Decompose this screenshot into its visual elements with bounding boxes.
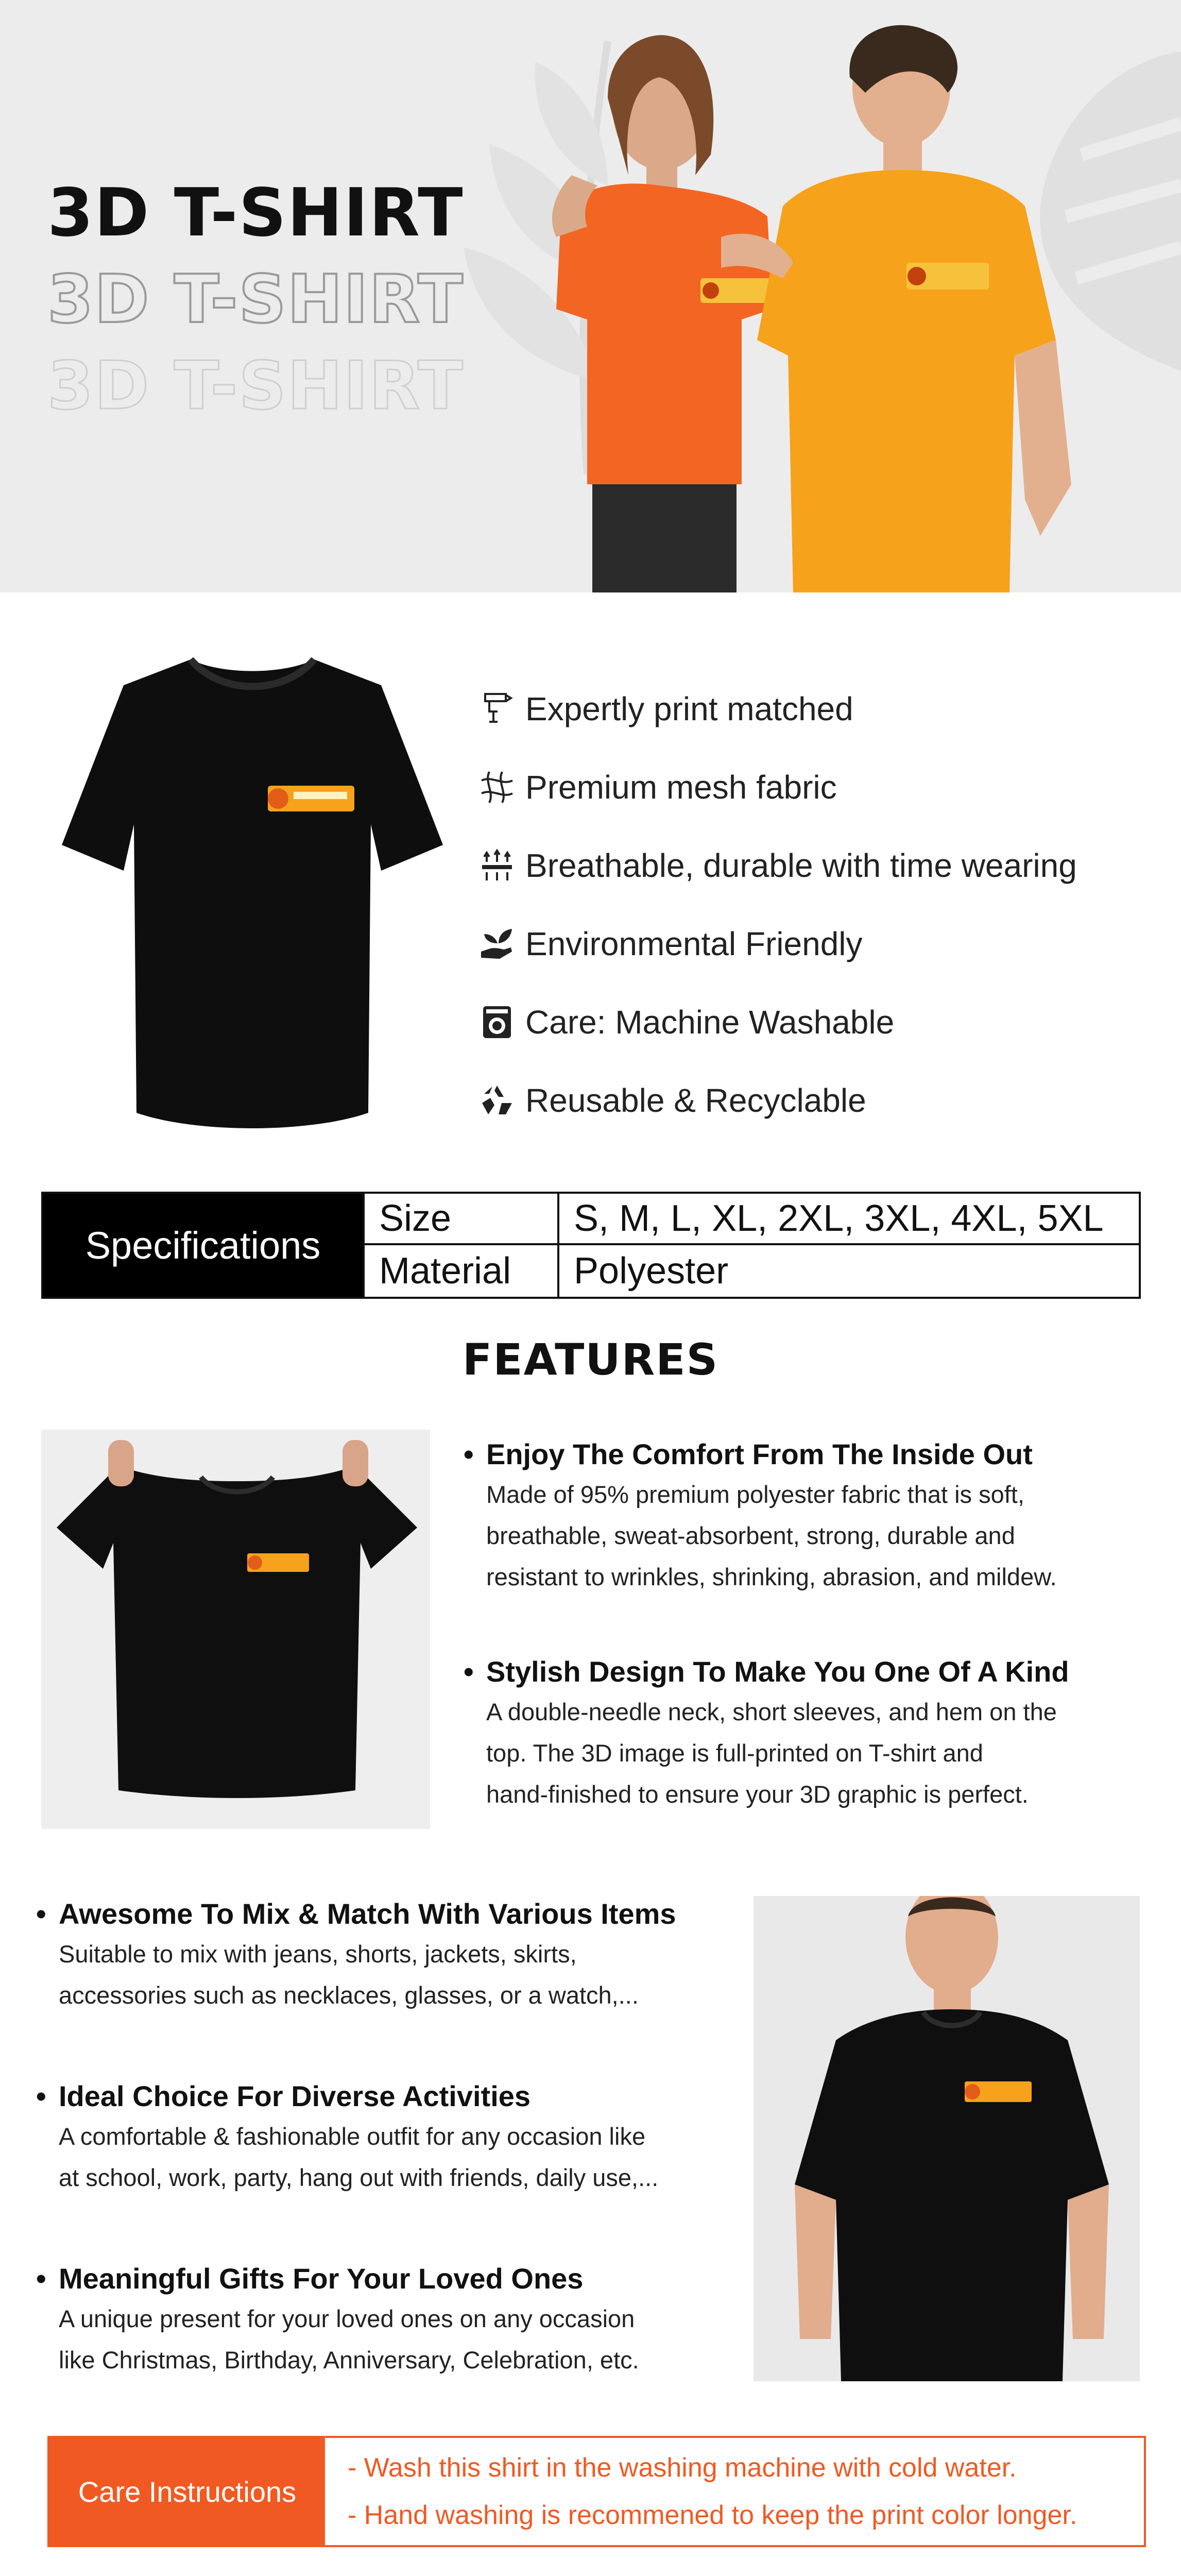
breathable-fabric-icon xyxy=(479,848,515,884)
checklist-label: Care: Machine Washable xyxy=(525,1004,895,1041)
feature-line: like Christmas, Birthday, Anniversary, Celebration, etc. xyxy=(59,2346,639,2374)
checklist-item xyxy=(479,983,1149,1061)
feature-title: Meaningful Gifts For Your Loved Ones xyxy=(59,2262,584,2295)
hero-banner xyxy=(0,0,1181,592)
feature-line: A unique present for your loved ones on any occasion xyxy=(59,2305,635,2332)
feature-title: Enjoy The Comfort From The Inside Out xyxy=(486,1438,1033,1470)
spec-material-value: Polyester xyxy=(557,1245,1139,1297)
feature-checklist xyxy=(479,670,1149,1140)
feature-line: Made of 95% premium polyester fabric that is soft, xyxy=(486,1481,1024,1508)
feature-line: top. The 3D image is full-printed on T-shirt and xyxy=(486,1739,983,1767)
eco-hand-plant-icon xyxy=(479,926,515,962)
feature-title: Ideal Choice For Diverse Activities xyxy=(59,2080,531,2112)
feature-item: • Ideal Choice For Diverse Activities A comfortable & fashionable outfit for any occasion like at school, work, party, hang out with friends, daily use,... xyxy=(36,2079,658,2198)
features-heading: FEATURES xyxy=(462,1334,719,1385)
feature-line: breathable, sweat-absorbent, strong, durable and xyxy=(486,1522,1015,1549)
feature-line: resistant to wrinkles, shrinking, abrasion, and mildew. xyxy=(486,1563,1057,1590)
feature-title: Stylish Design To Make You One Of A Kind xyxy=(486,1655,1069,1688)
care-instructions-box xyxy=(47,2436,1146,2547)
checklist-label: Expertly print matched xyxy=(525,690,853,727)
feature-item: • Awesome To Mix & Match With Various Items Suitable to mix with jeans, shorts, jackets, skirts, accessories such as necklaces, glasses, or a watch,... xyxy=(36,1897,676,2016)
feature-title: Awesome To Mix & Match With Various Items xyxy=(59,1897,676,1930)
checklist-item xyxy=(479,1061,1149,1140)
hero-title-outline: 3D T-SHIRT xyxy=(47,261,464,338)
black-tshirt-image xyxy=(52,639,453,1144)
hero-title-outline-faded: 3D T-SHIRT xyxy=(47,348,464,425)
specifications-table xyxy=(41,1192,1141,1299)
recycle-icon xyxy=(479,1082,515,1118)
feature-line: hand-finished to ensure your 3D graphic is perfect. xyxy=(486,1781,1029,1808)
checklist-item xyxy=(479,826,1149,905)
feature-line: at school, work, party, hang out with friends, daily use,... xyxy=(59,2164,659,2191)
feature-item: • Stylish Design To Make You One Of A Kind A double-needle neck, short sleeves, and hem on the top. The 3D image is full-printed on T-shirt and hand-finished to ensure your 3D graphic is perfect. xyxy=(464,1655,1069,1815)
feature-line: A double-needle neck, short sleeves, and hem on the xyxy=(486,1698,1057,1725)
checklist-label: Environmental Friendly xyxy=(525,925,863,962)
hands-holding-shirt-photo xyxy=(41,1430,430,1829)
hero-title: 3D T-SHIRT xyxy=(47,175,464,251)
feature-item: • Meaningful Gifts For Your Loved Ones A unique present for your loved ones on any occasion like Christmas, Birthday, Anniversary, Celebration, etc. xyxy=(36,2262,639,2381)
spec-size-label: Size xyxy=(363,1194,557,1245)
care-line: - Wash this shirt in the washing machine with cold water. xyxy=(348,2453,1017,2483)
checklist-label: Premium mesh fabric xyxy=(525,769,837,806)
checklist-item xyxy=(479,670,1149,748)
feature-line: accessories such as necklaces, glasses, or a watch,... xyxy=(59,1981,639,2009)
specifications-heading: Specifications xyxy=(43,1194,363,1297)
checklist-item xyxy=(479,905,1149,983)
spec-material-label: Material xyxy=(363,1245,557,1297)
man-wearing-shirt-photo xyxy=(754,1896,1140,2381)
checklist-item xyxy=(479,748,1149,826)
mesh-fabric-icon xyxy=(479,769,515,805)
feature-line: Suitable to mix with jeans, shorts, jackets, skirts, xyxy=(59,1940,577,1968)
feature-line: A comfortable & fashionable outfit for any occasion like xyxy=(59,2123,646,2150)
checklist-label: Reusable & Recyclable xyxy=(525,1082,866,1119)
feature-item: • Enjoy The Comfort From The Inside Out Made of 95% premium polyester fabric that is soft, breathable, sweat-absorbent, strong, durable and resistant to wrinkles, shrinking, abrasion, and mildew. xyxy=(464,1437,1057,1598)
washing-machine-icon xyxy=(479,1004,515,1040)
care-line: - Hand washing is recommened to keep the print color longer. xyxy=(348,2500,1077,2530)
care-instructions-heading: Care Instructions xyxy=(49,2438,325,2545)
checklist-label: Breathable, durable with time wearing xyxy=(525,847,1077,884)
models-photo xyxy=(453,21,1164,592)
spec-size-value: S, M, L, XL, 2XL, 3XL, 4XL, 5XL xyxy=(557,1194,1139,1245)
printer-icon xyxy=(479,691,515,727)
